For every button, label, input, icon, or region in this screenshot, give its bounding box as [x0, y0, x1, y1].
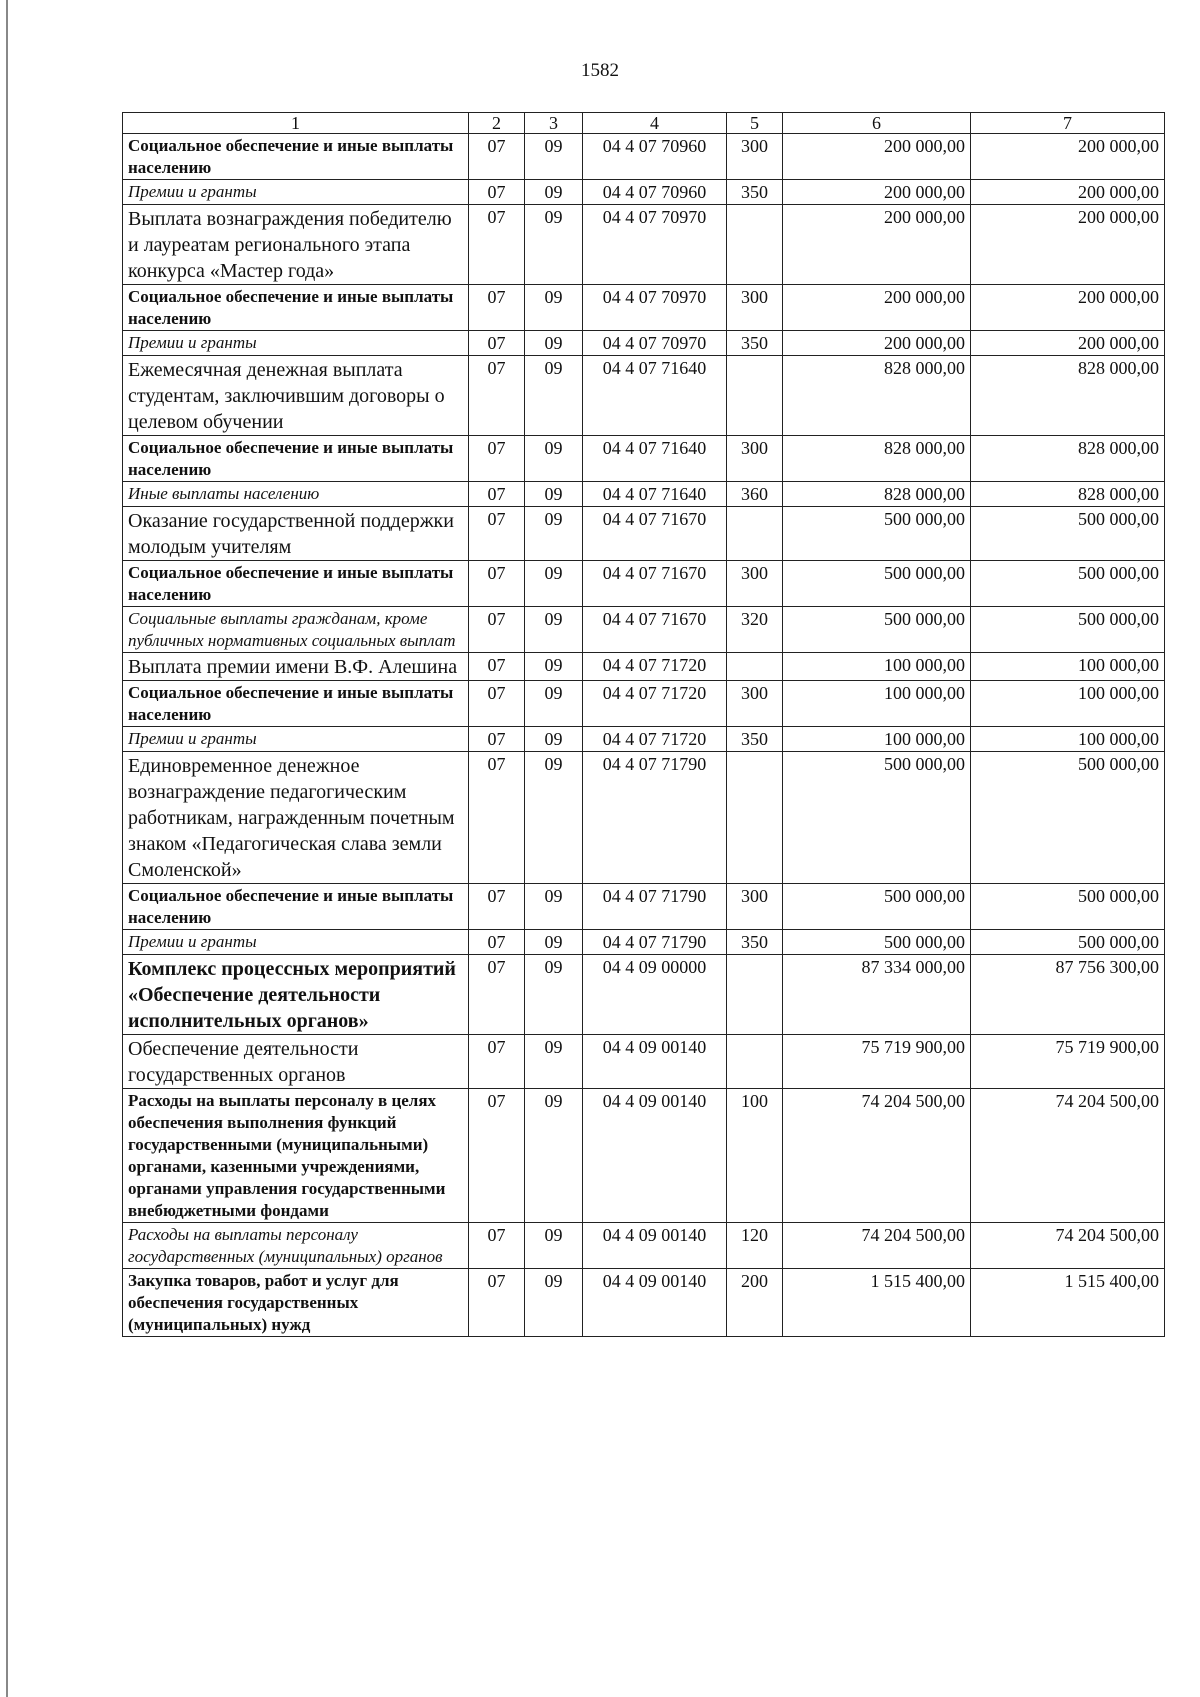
amount-year-2-cell: 500 000,00	[971, 607, 1165, 653]
section-code-cell: 07	[469, 482, 525, 507]
expense-type-cell: 100	[727, 1089, 783, 1223]
amount-year-1-cell: 74 204 500,00	[783, 1223, 971, 1269]
amount-year-1-cell: 828 000,00	[783, 436, 971, 482]
target-article-cell: 04 4 07 71670	[583, 607, 727, 653]
subsection-code-cell: 09	[525, 436, 583, 482]
amount-year-1-cell: 87 334 000,00	[783, 955, 971, 1035]
subsection-code-cell: 09	[525, 561, 583, 607]
target-article-cell: 04 4 09 00140	[583, 1269, 727, 1337]
row-name-cell: Социальное обеспечение и иные выплаты населению	[123, 436, 469, 482]
expense-type-cell	[727, 1035, 783, 1089]
subsection-code-cell: 09	[525, 134, 583, 180]
amount-year-2-cell: 200 000,00	[971, 285, 1165, 331]
table-row	[123, 482, 1165, 507]
amount-year-2-cell: 200 000,00	[971, 205, 1165, 285]
target-article-cell: 04 4 09 00140	[583, 1223, 727, 1269]
target-article-cell: 04 4 07 71720	[583, 653, 727, 681]
section-code-cell: 07	[469, 884, 525, 930]
subsection-code-cell: 09	[525, 955, 583, 1035]
expense-type-cell	[727, 653, 783, 681]
row-name-cell: Премии и гранты	[123, 331, 469, 356]
section-code-cell: 07	[469, 561, 525, 607]
table-row	[123, 356, 1165, 436]
subsection-code-cell: 09	[525, 356, 583, 436]
section-code-cell: 07	[469, 180, 525, 205]
amount-year-1-cell: 500 000,00	[783, 507, 971, 561]
amount-year-2-cell: 500 000,00	[971, 507, 1165, 561]
target-article-cell: 04 4 07 70960	[583, 180, 727, 205]
subsection-code-cell: 09	[525, 653, 583, 681]
expense-type-cell	[727, 356, 783, 436]
amount-year-2-cell: 100 000,00	[971, 727, 1165, 752]
target-article-cell: 04 4 07 71790	[583, 930, 727, 955]
target-article-cell: 04 4 09 00140	[583, 1089, 727, 1223]
column-header-6: 6	[783, 113, 971, 134]
amount-year-2-cell: 828 000,00	[971, 356, 1165, 436]
table-body	[123, 113, 1165, 1337]
budget-table	[122, 112, 1165, 1337]
section-code-cell: 07	[469, 285, 525, 331]
row-name-cell: Иные выплаты населению	[123, 482, 469, 507]
table-row	[123, 727, 1165, 752]
amount-year-2-cell: 500 000,00	[971, 930, 1165, 955]
amount-year-2-cell: 500 000,00	[971, 752, 1165, 884]
table-row	[123, 653, 1165, 681]
expense-type-cell: 200	[727, 1269, 783, 1337]
expense-type-cell: 300	[727, 561, 783, 607]
table-row	[123, 561, 1165, 607]
expense-type-cell	[727, 752, 783, 884]
amount-year-1-cell: 200 000,00	[783, 205, 971, 285]
expense-type-cell: 350	[727, 930, 783, 955]
row-name-cell: Выплата вознаграждения победителю и лауреатам регионального этапа конкурса «Мастер года»	[123, 205, 469, 285]
subsection-code-cell: 09	[525, 1035, 583, 1089]
amount-year-1-cell: 74 204 500,00	[783, 1089, 971, 1223]
amount-year-2-cell: 500 000,00	[971, 561, 1165, 607]
row-name-cell: Социальное обеспечение и иные выплаты населению	[123, 681, 469, 727]
amount-year-2-cell: 75 719 900,00	[971, 1035, 1165, 1089]
section-code-cell: 07	[469, 955, 525, 1035]
amount-year-2-cell: 500 000,00	[971, 884, 1165, 930]
target-article-cell: 04 4 07 70960	[583, 134, 727, 180]
row-name-cell: Социальное обеспечение и иные выплаты населению	[123, 884, 469, 930]
expense-type-cell: 300	[727, 884, 783, 930]
subsection-code-cell: 09	[525, 180, 583, 205]
section-code-cell: 07	[469, 607, 525, 653]
expense-type-cell: 360	[727, 482, 783, 507]
target-article-cell: 04 4 07 71640	[583, 482, 727, 507]
expense-type-cell	[727, 955, 783, 1035]
subsection-code-cell: 09	[525, 1269, 583, 1337]
amount-year-2-cell: 828 000,00	[971, 436, 1165, 482]
row-name-cell: Оказание государственной поддержки молодым учителям	[123, 507, 469, 561]
header-row	[123, 113, 1165, 134]
section-code-cell: 07	[469, 436, 525, 482]
section-code-cell: 07	[469, 752, 525, 884]
expense-type-cell: 320	[727, 607, 783, 653]
table-row	[123, 1269, 1165, 1337]
section-code-cell: 07	[469, 134, 525, 180]
amount-year-1-cell: 100 000,00	[783, 681, 971, 727]
table-row	[123, 205, 1165, 285]
section-code-cell: 07	[469, 205, 525, 285]
subsection-code-cell: 09	[525, 884, 583, 930]
amount-year-1-cell: 100 000,00	[783, 727, 971, 752]
expense-type-cell	[727, 507, 783, 561]
table-row	[123, 681, 1165, 727]
section-code-cell: 07	[469, 930, 525, 955]
amount-year-2-cell: 200 000,00	[971, 134, 1165, 180]
amount-year-1-cell: 500 000,00	[783, 930, 971, 955]
subsection-code-cell: 09	[525, 752, 583, 884]
target-article-cell: 04 4 07 71670	[583, 561, 727, 607]
row-name-cell: Комплекс процессных мероприятий «Обеспечение деятельности исполнительных органов»	[123, 955, 469, 1035]
amount-year-2-cell: 100 000,00	[971, 653, 1165, 681]
row-name-cell: Расходы на выплаты персоналу в целях обеспечения выполнения функций государственными (муниципальными) органами, казенными учреждениями, органами управления государственными внебюджетными фондами	[123, 1089, 469, 1223]
row-name-cell: Премии и гранты	[123, 727, 469, 752]
expense-type-cell: 350	[727, 331, 783, 356]
target-article-cell: 04 4 07 71790	[583, 752, 727, 884]
amount-year-2-cell: 1 515 400,00	[971, 1269, 1165, 1337]
column-header-4: 4	[583, 113, 727, 134]
table-row	[123, 507, 1165, 561]
column-header-3: 3	[525, 113, 583, 134]
table-row	[123, 930, 1165, 955]
table-row	[123, 436, 1165, 482]
target-article-cell: 04 4 07 71670	[583, 507, 727, 561]
target-article-cell: 04 4 07 71790	[583, 884, 727, 930]
subsection-code-cell: 09	[525, 607, 583, 653]
subsection-code-cell: 09	[525, 930, 583, 955]
target-article-cell: 04 4 07 70970	[583, 331, 727, 356]
amount-year-2-cell: 87 756 300,00	[971, 955, 1165, 1035]
section-code-cell: 07	[469, 1269, 525, 1337]
expense-type-cell	[727, 205, 783, 285]
expense-type-cell: 120	[727, 1223, 783, 1269]
row-name-cell: Социальное обеспечение и иные выплаты населению	[123, 285, 469, 331]
section-code-cell: 07	[469, 356, 525, 436]
row-name-cell: Обеспечение деятельности государственных органов	[123, 1035, 469, 1089]
expense-type-cell: 300	[727, 134, 783, 180]
table-row	[123, 331, 1165, 356]
amount-year-2-cell: 200 000,00	[971, 331, 1165, 356]
table-row	[123, 884, 1165, 930]
subsection-code-cell: 09	[525, 681, 583, 727]
row-name-cell: Расходы на выплаты персоналу государственных (муниципальных) органов	[123, 1223, 469, 1269]
amount-year-1-cell: 200 000,00	[783, 285, 971, 331]
amount-year-1-cell: 828 000,00	[783, 482, 971, 507]
target-article-cell: 04 4 07 70970	[583, 285, 727, 331]
amount-year-2-cell: 74 204 500,00	[971, 1089, 1165, 1223]
amount-year-1-cell: 1 515 400,00	[783, 1269, 971, 1337]
target-article-cell: 04 4 07 70970	[583, 205, 727, 285]
amount-year-1-cell: 500 000,00	[783, 607, 971, 653]
amount-year-2-cell: 828 000,00	[971, 482, 1165, 507]
target-article-cell: 04 4 07 71720	[583, 727, 727, 752]
section-code-cell: 07	[469, 1089, 525, 1223]
row-name-cell: Премии и гранты	[123, 930, 469, 955]
row-name-cell: Премии и гранты	[123, 180, 469, 205]
section-code-cell: 07	[469, 727, 525, 752]
row-name-cell: Единовременное денежное вознаграждение педагогическим работникам, награжденным почетным знаком «Педагогическая слава земли Смоленской»	[123, 752, 469, 884]
table-row	[123, 1035, 1165, 1089]
table-row	[123, 134, 1165, 180]
table-row	[123, 752, 1165, 884]
expense-type-cell: 300	[727, 436, 783, 482]
page-number: 1582	[581, 60, 619, 81]
amount-year-1-cell: 75 719 900,00	[783, 1035, 971, 1089]
section-code-cell: 07	[469, 331, 525, 356]
section-code-cell: 07	[469, 653, 525, 681]
target-article-cell: 04 4 07 71640	[583, 436, 727, 482]
column-header-5: 5	[727, 113, 783, 134]
row-name-cell: Закупка товаров, работ и услуг для обеспечения государственных (муниципальных) нужд	[123, 1269, 469, 1337]
subsection-code-cell: 09	[525, 331, 583, 356]
amount-year-1-cell: 828 000,00	[783, 356, 971, 436]
expense-type-cell: 350	[727, 180, 783, 205]
row-name-cell: Социальное обеспечение и иные выплаты населению	[123, 134, 469, 180]
section-code-cell: 07	[469, 1035, 525, 1089]
target-article-cell: 04 4 09 00000	[583, 955, 727, 1035]
section-code-cell: 07	[469, 1223, 525, 1269]
table-row	[123, 1089, 1165, 1223]
subsection-code-cell: 09	[525, 727, 583, 752]
row-name-cell: Ежемесячная денежная выплата студентам, заключившим договоры о целевом обучении	[123, 356, 469, 436]
amount-year-2-cell: 200 000,00	[971, 180, 1165, 205]
amount-year-1-cell: 200 000,00	[783, 134, 971, 180]
table-row	[123, 607, 1165, 653]
amount-year-1-cell: 200 000,00	[783, 331, 971, 356]
amount-year-1-cell: 500 000,00	[783, 752, 971, 884]
table-row	[123, 955, 1165, 1035]
table-row	[123, 285, 1165, 331]
expense-type-cell: 300	[727, 285, 783, 331]
amount-year-1-cell: 500 000,00	[783, 561, 971, 607]
scan-left-edge	[6, 0, 8, 1697]
column-header-7: 7	[971, 113, 1165, 134]
column-header-2: 2	[469, 113, 525, 134]
column-header-1: 1	[123, 113, 469, 134]
amount-year-1-cell: 500 000,00	[783, 884, 971, 930]
subsection-code-cell: 09	[525, 1223, 583, 1269]
amount-year-2-cell: 74 204 500,00	[971, 1223, 1165, 1269]
expense-type-cell: 350	[727, 727, 783, 752]
amount-year-1-cell: 200 000,00	[783, 180, 971, 205]
amount-year-2-cell: 100 000,00	[971, 681, 1165, 727]
section-code-cell: 07	[469, 507, 525, 561]
subsection-code-cell: 09	[525, 507, 583, 561]
table-row	[123, 180, 1165, 205]
target-article-cell: 04 4 09 00140	[583, 1035, 727, 1089]
row-name-cell: Выплата премии имени В.Ф. Алешина	[123, 653, 469, 681]
subsection-code-cell: 09	[525, 285, 583, 331]
subsection-code-cell: 09	[525, 482, 583, 507]
target-article-cell: 04 4 07 71720	[583, 681, 727, 727]
table-row	[123, 1223, 1165, 1269]
amount-year-1-cell: 100 000,00	[783, 653, 971, 681]
expense-type-cell: 300	[727, 681, 783, 727]
row-name-cell: Социальное обеспечение и иные выплаты населению	[123, 561, 469, 607]
section-code-cell: 07	[469, 681, 525, 727]
subsection-code-cell: 09	[525, 1089, 583, 1223]
row-name-cell: Социальные выплаты гражданам, кроме публичных нормативных социальных выплат	[123, 607, 469, 653]
subsection-code-cell: 09	[525, 205, 583, 285]
target-article-cell: 04 4 07 71640	[583, 356, 727, 436]
